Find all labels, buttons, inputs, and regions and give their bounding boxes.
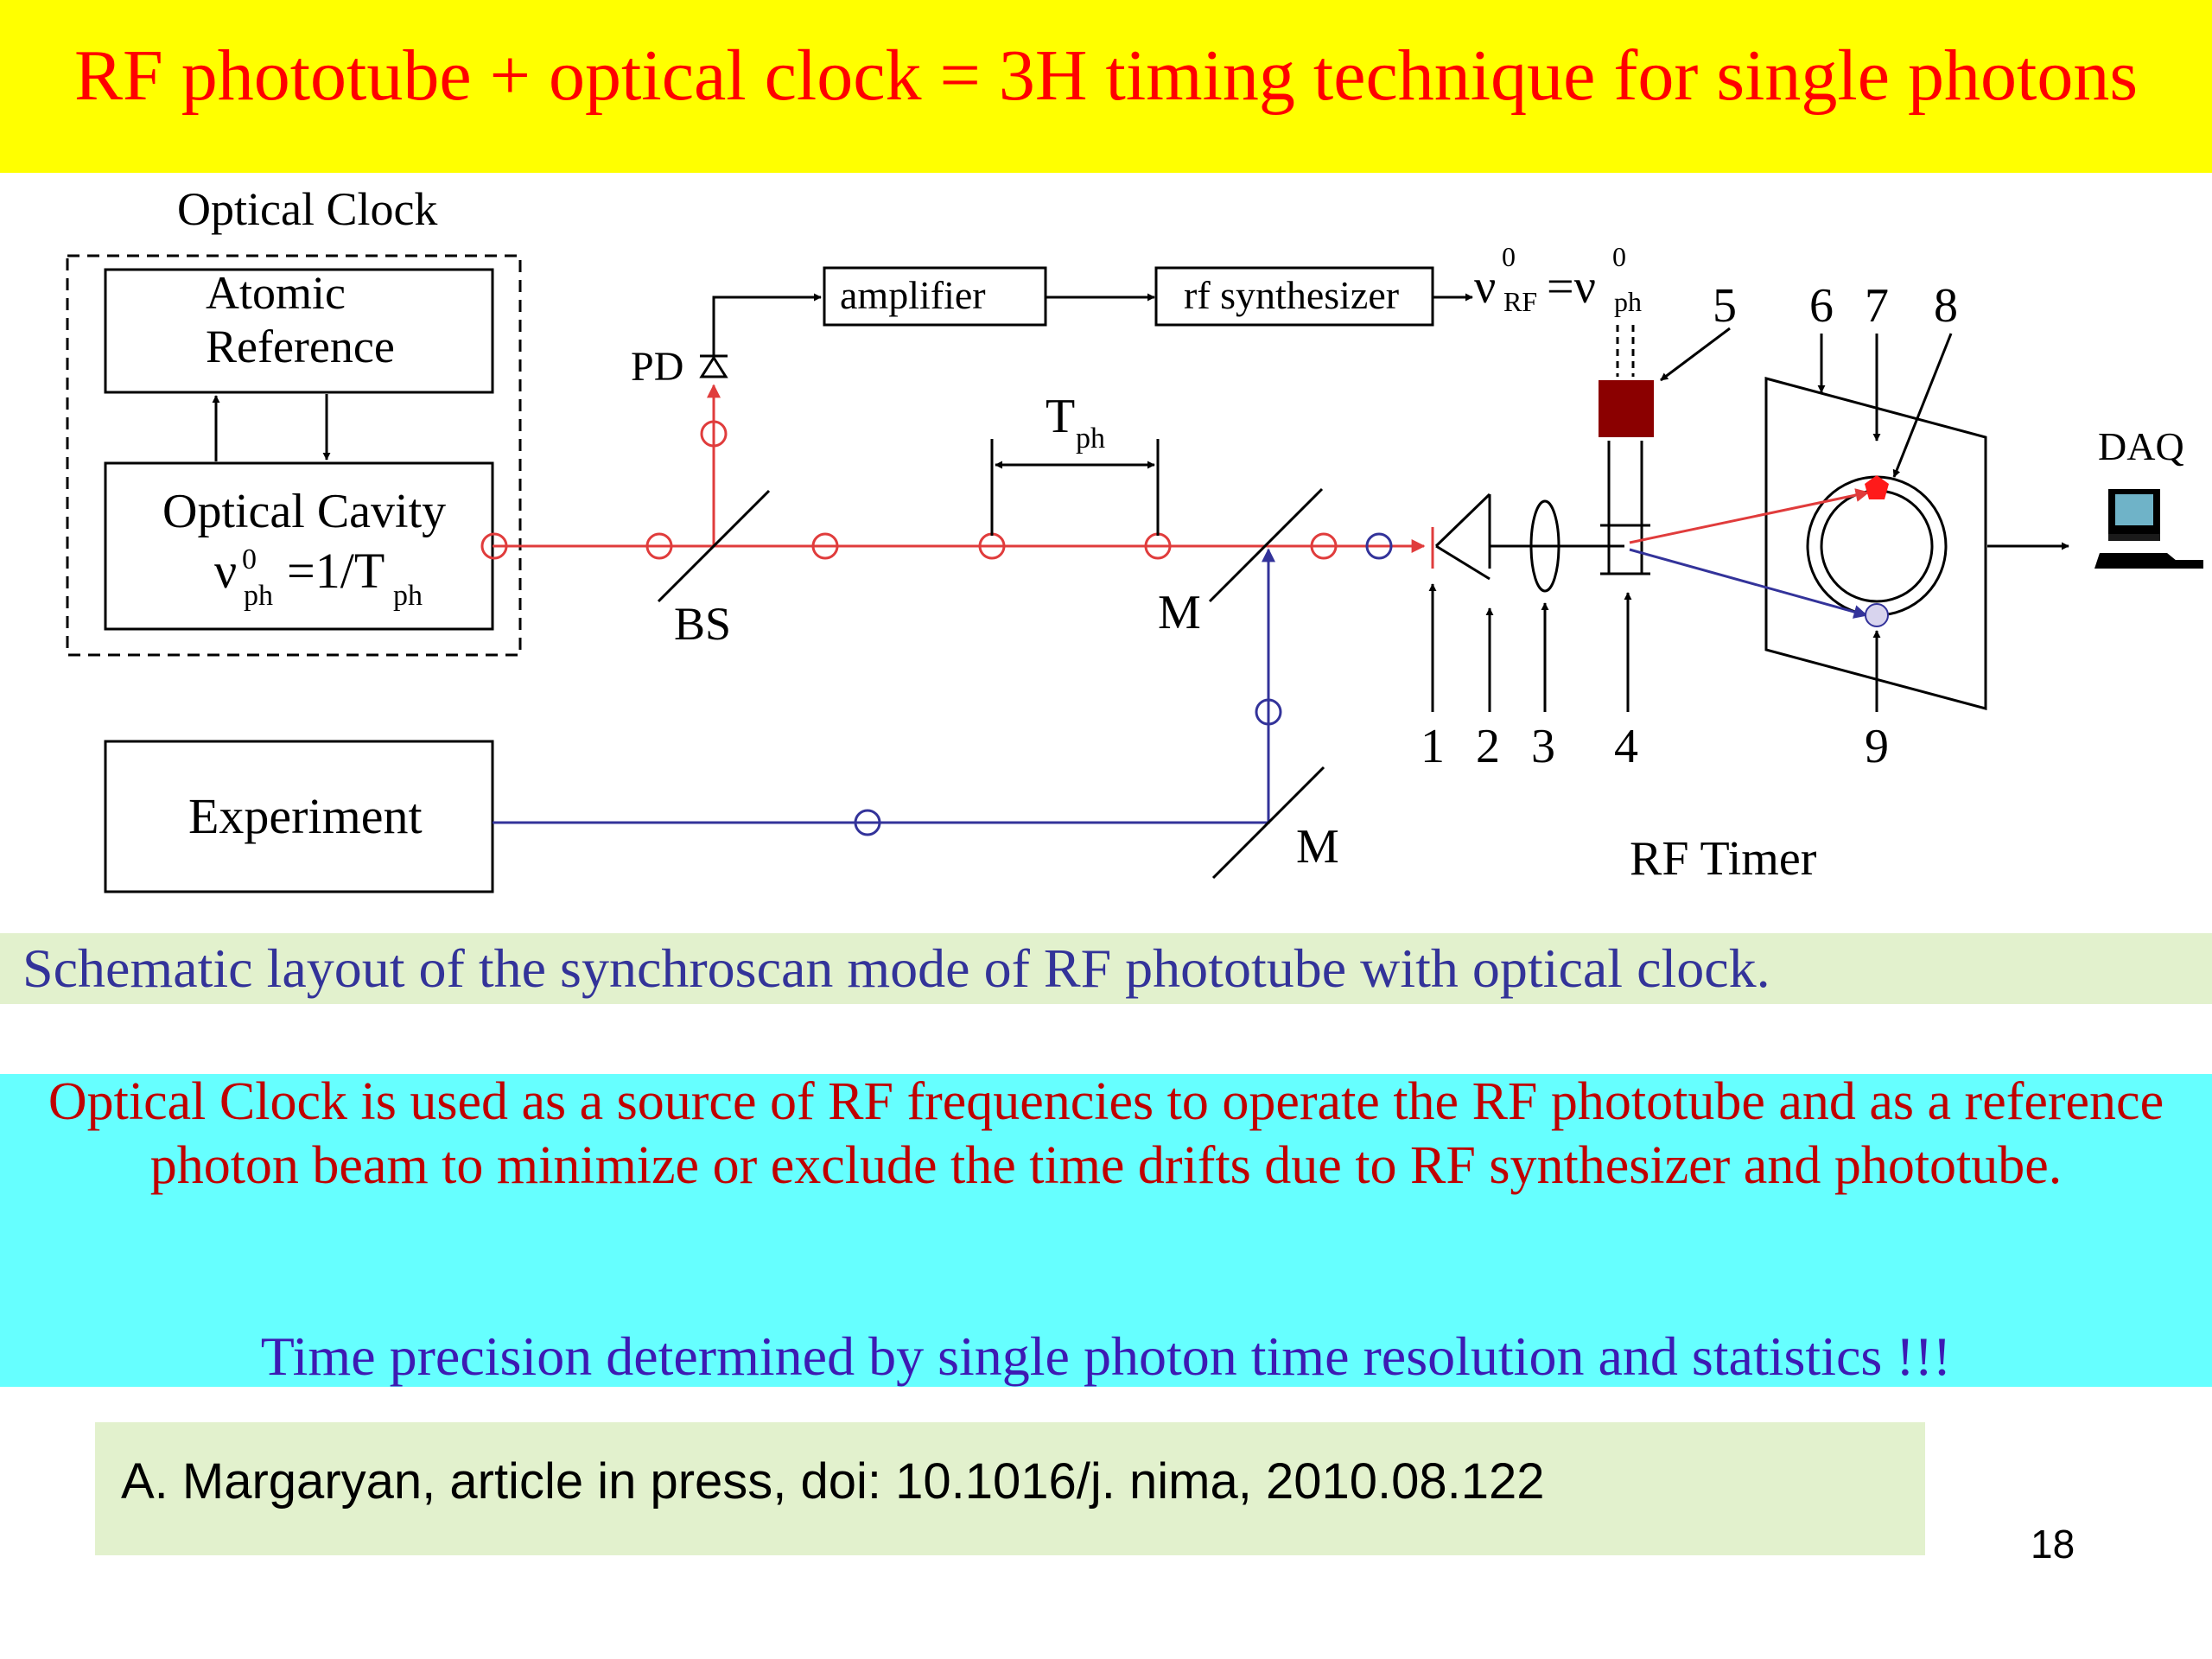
label-1: 1 [1421,720,1445,773]
pd-label: PD [631,344,684,390]
daq-label: DAQ [2098,424,2184,468]
cavity-eq: =1/T [287,543,385,599]
label-9: 9 [1865,720,1889,773]
cavity-nu-sup: 0 [242,543,257,575]
cavity-nu: ν [214,543,238,599]
page-number: 18 [2031,1522,2075,1567]
rf-synthesizer-label: rf synthesizer [1184,273,1400,317]
experiment-label: Experiment [188,788,423,844]
signal-spot [1866,604,1888,626]
computer-icon [2094,489,2203,569]
figure-caption: Schematic layout of the synchroscan mode of RF phototube with optical clock. [22,938,1770,999]
label-5: 5 [1713,279,1737,333]
slide-title: RF phototube + optical clock = 3H timing technique for single photons [73,35,2139,116]
rf-modulator [1599,380,1654,437]
label-7: 7 [1865,279,1889,333]
optical-cavity-label: Optical Cavity [162,485,447,538]
reference-box [95,1422,1925,1555]
mirror-lower-label: M [1296,820,1339,874]
emphasis-text: Time precision determined by single photon time resolution and statistics !!! [260,1325,1952,1387]
description-text: Optical Clock is used as a source of RF frequencies to operate the RF phototube and as a reference photon beam to minimize or exclude the time drifts due to RF synthesizer and phototube. [48,1072,2164,1195]
rf-deflector [1600,325,1650,574]
rf-nu-sup: 0 [1502,241,1516,272]
reference-text: A. Margaryan, article in press, doi: 10.1016/j. nima, 2010.08.122 [121,1453,1545,1510]
bs-label: BS [674,598,732,650]
schematic-diagram [0,173,2212,933]
pd-to-amplifier-wire [714,297,821,356]
rf-nu2-sub: ph [1614,286,1642,317]
cavity-nu-sub: ph [244,580,273,612]
rf-nu: ν [1474,260,1497,314]
amplifier-label: amplifier [840,273,986,317]
optical-clock-label: Optical Clock [177,183,438,235]
label-6: 6 [1809,279,1834,333]
mirror-upper-label: M [1158,586,1201,639]
rf-frequency-equation [1474,241,1642,317]
pointer-5 [1661,328,1730,380]
atomic-reference-line1: Atomic [206,267,346,319]
photodiode-icon [700,356,728,377]
tph-sub: ph [1076,423,1105,454]
photocathode [1433,494,1490,579]
rf-timer-label: RF Timer [1630,832,1817,886]
rf-nu2-sup: 0 [1612,241,1626,272]
atomic-reference-line2: Reference [206,321,395,372]
rf-eq: =ν [1547,260,1596,314]
cavity-t-sub: ph [393,580,423,612]
rf-nu-sub: RF [1503,286,1538,317]
label-3: 3 [1531,720,1555,773]
experiment-beam [493,550,1268,823]
period-marker [992,439,1158,536]
label-8: 8 [1934,279,1958,333]
tph-label: T [1046,390,1076,443]
reference-photons [482,422,1336,558]
label-2: 2 [1476,720,1500,773]
label-4: 4 [1614,720,1638,773]
